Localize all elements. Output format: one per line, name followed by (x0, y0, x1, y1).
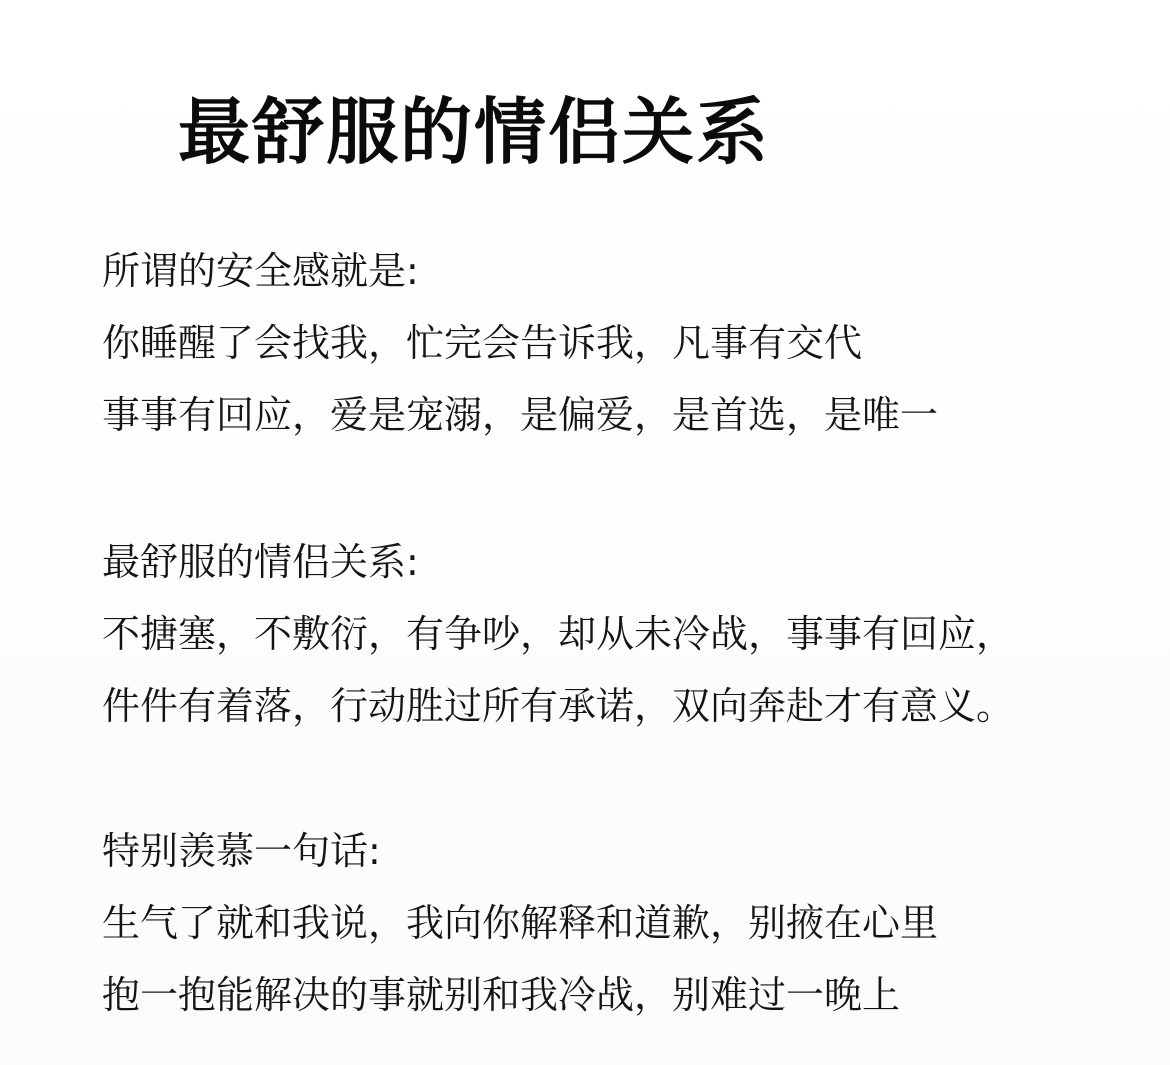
section-1-line-2: 事事有回应，爱是宠溺，是偏爱，是首选，是唯一 (102, 393, 939, 437)
section-2-line-2: 件件有着落，行动胜过所有承诺，双向奔赴才有意义。 (102, 684, 1015, 728)
page-title: 最舒服的情侣关系 (178, 90, 771, 174)
section-1-line-1: 你睡醒了会找我，忙完会告诉我，凡事有交代 (102, 321, 863, 365)
section-1-heading: 所谓的安全感就是: (102, 249, 419, 293)
section-2-heading: 最舒服的情侣关系: (102, 540, 419, 584)
section-2-line-1: 不搪塞，不敷衍，有争吵，却从未冷战，事事有回应， (102, 612, 1015, 656)
section-3-heading: 特别羡慕一句话: (102, 829, 381, 873)
section-3-line-2: 抱一抱能解决的事就别和我冷战，别难过一晚上 (102, 973, 901, 1017)
section-3-line-1: 生气了就和我说，我向你解释和道歉，别掖在心里 (102, 901, 939, 945)
